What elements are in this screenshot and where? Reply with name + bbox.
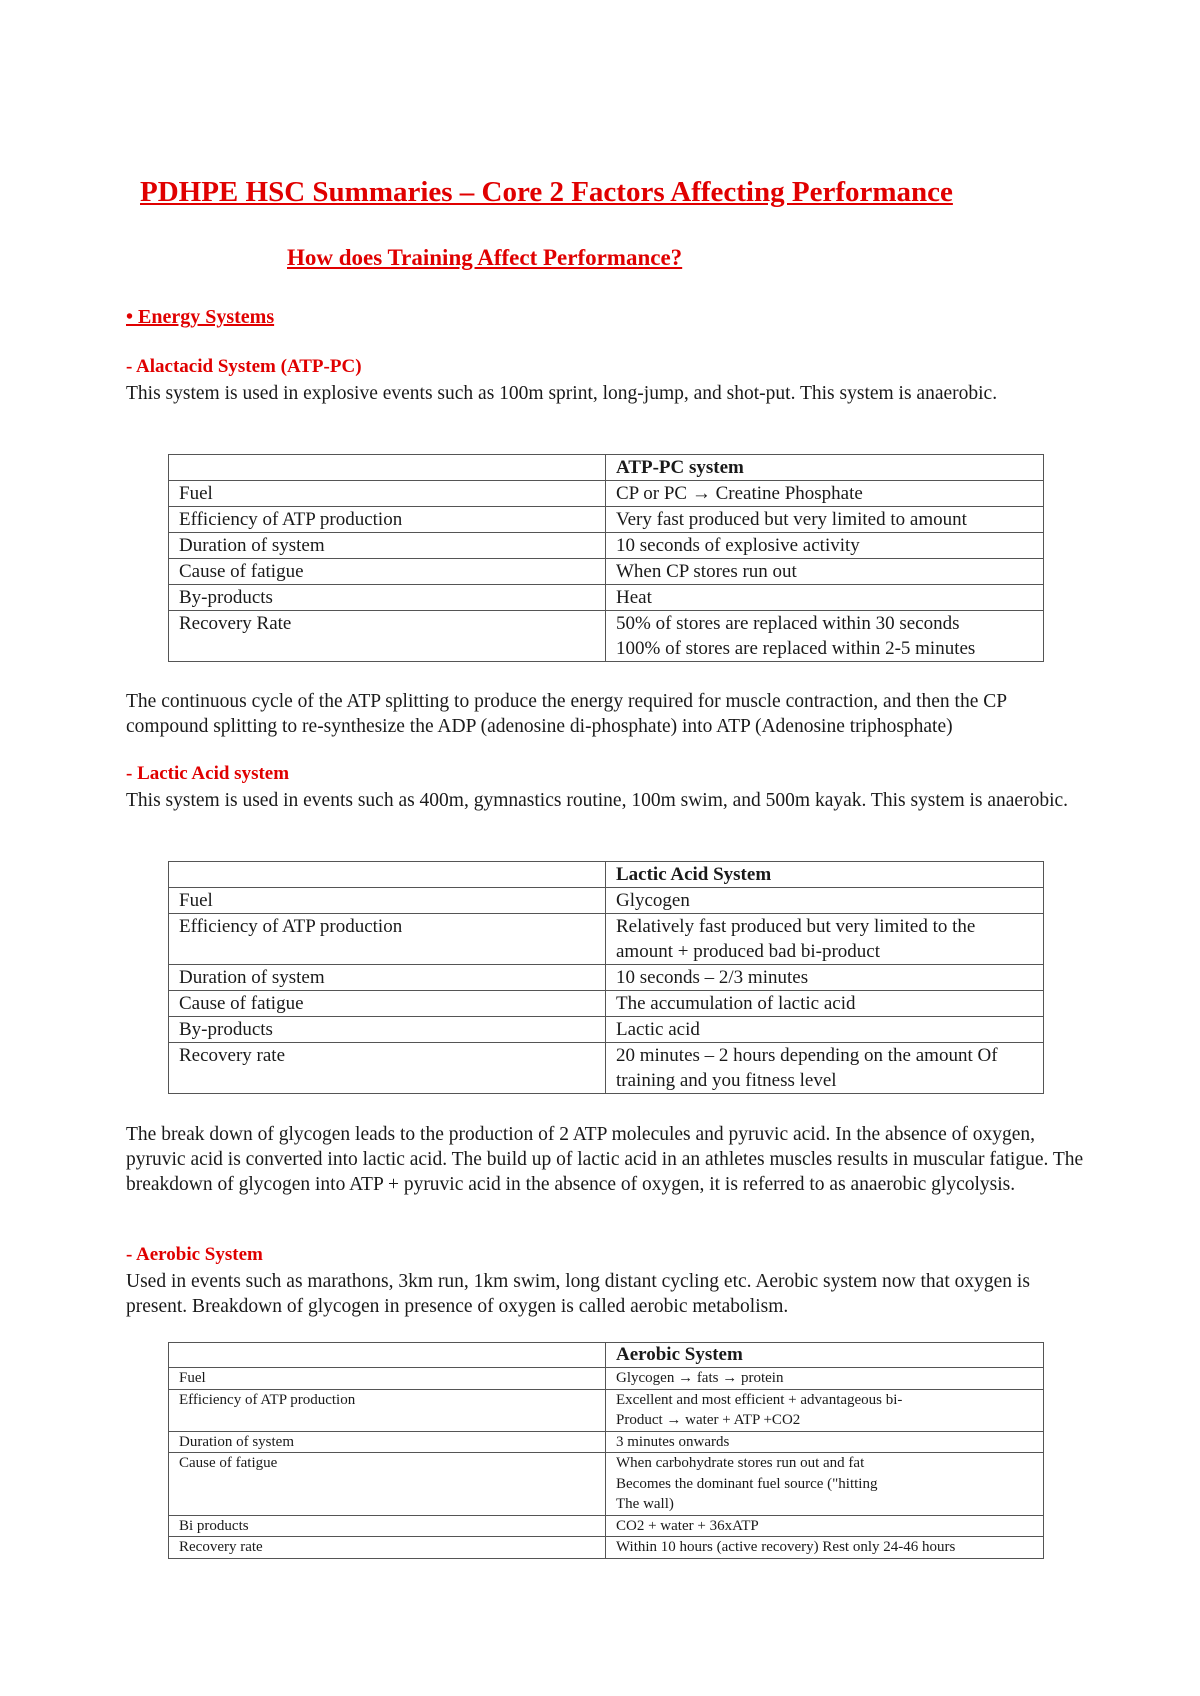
table-header: ATP-PC system	[606, 455, 1044, 481]
table-row	[169, 1453, 1044, 1516]
table-row	[169, 1431, 1044, 1453]
alactacid-intro: This system is used in explosive events such as 100m sprint, long-jump, and shot-put. This system is anaerobic.	[126, 383, 998, 404]
row-value: Very fast produced but very limited to amount	[606, 507, 1044, 533]
table-row	[169, 585, 1044, 611]
aerobic-table	[168, 1342, 1044, 1559]
row-label: Cause of fatigue	[169, 1453, 606, 1516]
row-label: Fuel	[169, 1368, 606, 1390]
row-value: Glycogen → fats → protein	[606, 1368, 1044, 1390]
table-row	[169, 1017, 1044, 1043]
table-header-blank	[169, 1343, 606, 1368]
table-header: Lactic Acid System	[606, 862, 1044, 888]
row-value: 10 seconds – 2/3 minutes	[606, 965, 1044, 991]
row-label: Duration of system	[169, 533, 606, 559]
row-label: Cause of fatigue	[169, 559, 606, 585]
row-label: Cause of fatigue	[169, 991, 606, 1017]
row-value: CP or PC → Creatine Phosphate	[606, 481, 1044, 507]
table-row	[169, 559, 1044, 585]
table-header-row	[169, 862, 1044, 888]
table-row	[169, 611, 1044, 662]
row-label: Efficiency of ATP production	[169, 507, 606, 533]
document-subtitle: How does Training Affect Performance?	[287, 245, 683, 270]
row-value: Lactic acid	[606, 1017, 1044, 1043]
row-value: The accumulation of lactic acid	[606, 991, 1044, 1017]
table-row	[169, 1537, 1044, 1559]
aerobic-heading: - Aerobic System	[126, 1244, 263, 1265]
row-label: By-products	[169, 585, 606, 611]
row-value: Heat	[606, 585, 1044, 611]
alactacid-table	[168, 454, 1044, 662]
row-label: Fuel	[169, 481, 606, 507]
table-row	[169, 1043, 1044, 1094]
section-heading-energy-systems: • Energy Systems	[126, 306, 275, 328]
table-row	[169, 533, 1044, 559]
row-value: Relatively fast produced but very limited to the amount + produced bad bi-product	[606, 914, 1044, 965]
table-row	[169, 914, 1044, 965]
alactacid-heading: - Alactacid System (ATP-PC)	[126, 356, 362, 377]
row-value: 50% of stores are replaced within 30 seconds 100% of stores are replaced within 2-5 minutes	[606, 611, 1044, 662]
table-row	[169, 1389, 1044, 1431]
row-label: Duration of system	[169, 1431, 606, 1453]
row-value: 3 minutes onwards	[606, 1431, 1044, 1453]
document-title: PDHPE HSC Summaries – Core 2 Factors Affecting Performance	[140, 176, 953, 208]
alactacid-explanation: The continuous cycle of the ATP splitting to produce the energy required for muscle contraction, and then the CP compound splitting to re-synthesize the ADP (adenosine di-phosphate) into ATP (Adenosine triphosphate)	[126, 691, 1007, 737]
row-value: Glycogen	[606, 888, 1044, 914]
table-row	[169, 1515, 1044, 1537]
row-label: Duration of system	[169, 965, 606, 991]
table-header-row	[169, 455, 1044, 481]
row-value: Excellent and most efficient + advantageous bi- Product → water + ATP +CO2	[606, 1389, 1044, 1431]
row-label: By-products	[169, 1017, 606, 1043]
row-value: 10 seconds of explosive activity	[606, 533, 1044, 559]
row-label: Efficiency of ATP production	[169, 1389, 606, 1431]
lactic-explanation: The break down of glycogen leads to the production of 2 ATP molecules and pyruvic acid. In the absence of oxygen, pyruvic acid is converted into lactic acid. The build up of lactic acid in an athletes muscles results in muscular fatigue. The breakdown of glycogen into ATP + pyruvic acid in the absence of oxygen, it is referred to as anaerobic glycolysis.	[126, 1124, 1084, 1195]
row-label: Efficiency of ATP production	[169, 914, 606, 965]
row-label: Recovery rate	[169, 1537, 606, 1559]
lactic-intro: This system is used in events such as 400m, gymnastics routine, 100m swim, and 500m kayak. This system is anaerobic.	[126, 790, 1069, 811]
table-row	[169, 1368, 1044, 1390]
lactic-table	[168, 861, 1044, 1094]
table-row	[169, 507, 1044, 533]
table-header-row	[169, 1343, 1044, 1368]
row-value: When CP stores run out	[606, 559, 1044, 585]
table-header-blank	[169, 862, 606, 888]
row-value: 20 minutes – 2 hours depending on the amount Of training and you fitness level	[606, 1043, 1044, 1094]
row-value: When carbohydrate stores run out and fat Becomes the dominant fuel source ("hitting The wall)	[606, 1453, 1044, 1516]
row-label: Fuel	[169, 888, 606, 914]
table-row	[169, 965, 1044, 991]
row-value: CO2 + water + 36xATP	[606, 1515, 1044, 1537]
table-header-blank	[169, 455, 606, 481]
row-value: Within 10 hours (active recovery) Rest only 24-46 hours	[606, 1537, 1044, 1559]
row-label: Recovery rate	[169, 1043, 606, 1094]
lactic-heading: - Lactic Acid system	[126, 763, 290, 784]
table-row	[169, 888, 1044, 914]
aerobic-intro: Used in events such as marathons, 3km run, 1km swim, long distant cycling etc. Aerobic system now that oxygen is present. Breakdown of glycogen in presence of oxygen is called aerobic metabolism.	[126, 1271, 1030, 1317]
table-row	[169, 991, 1044, 1017]
row-label: Bi products	[169, 1515, 606, 1537]
table-header: Aerobic System	[606, 1343, 1044, 1368]
row-label: Recovery Rate	[169, 611, 606, 662]
table-row	[169, 481, 1044, 507]
